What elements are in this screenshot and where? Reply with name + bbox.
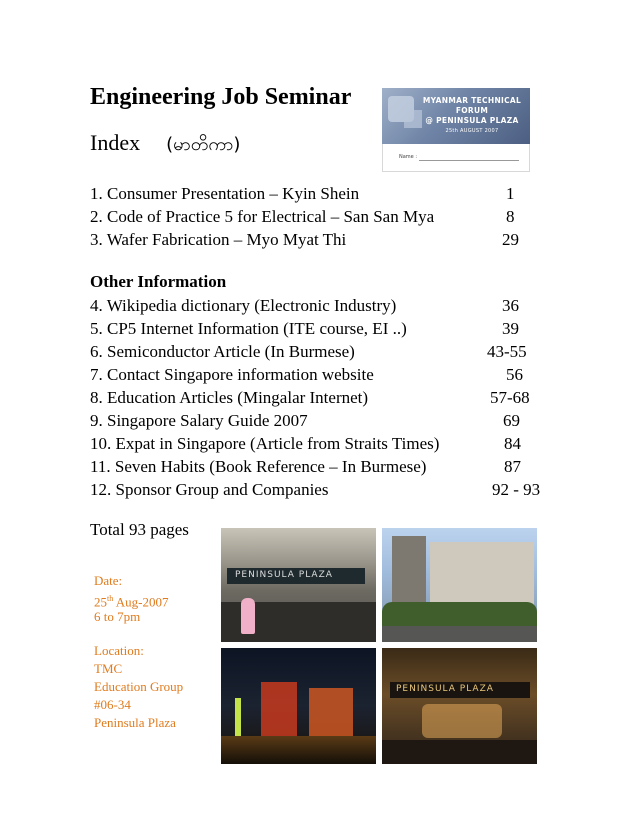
date-rest: Aug-2007: [113, 594, 169, 610]
document-title: Engineering Job Seminar: [90, 84, 352, 110]
forum-line-2: FORUM: [455, 106, 489, 115]
other-item-page: 92 - 93: [492, 480, 541, 499]
location-line-1: TMC: [94, 661, 123, 676]
photo-sign-text: PENINSULA PLAZA: [235, 570, 333, 580]
photo-floor: [382, 740, 537, 764]
index-label: Index: [90, 130, 141, 155]
index-heading: [90, 130, 240, 159]
other-item: [90, 365, 560, 387]
other-item-label: 12. Sponsor Group and Companies: [90, 480, 329, 499]
forum-name-label: Name :: [399, 154, 418, 160]
peninsula-plaza-entrance-photo: [221, 528, 376, 642]
puzzle-icon: [388, 96, 414, 122]
other-item: [90, 296, 560, 318]
other-item-page: 39: [502, 319, 519, 338]
location-line-3: #06-34: [94, 697, 131, 712]
date-day: 25: [94, 594, 107, 610]
other-item-page: 69: [503, 411, 520, 430]
other-information-heading: Other Information: [90, 272, 227, 291]
other-item: [90, 319, 560, 341]
photo-sign-text: PENINSULA PLAZA: [396, 684, 494, 694]
other-item: [90, 411, 560, 433]
index-item-label: 3. Wafer Fabrication – Myo Myat Thi: [90, 230, 347, 249]
other-item: [90, 388, 560, 410]
other-item-page: 36: [502, 296, 519, 315]
date-suffix: th: [107, 594, 114, 603]
photo-trees: [382, 602, 537, 626]
index-item-page: 1: [506, 184, 515, 203]
forum-name-line: [419, 160, 519, 161]
index-item-label: 2. Code of Practice 5 for Electrical – San San Mya: [90, 207, 435, 226]
index-item-page: 29: [502, 230, 519, 249]
index-burmese-label: (မာတိကာ): [166, 134, 241, 155]
other-item-page: 43-55: [487, 342, 527, 361]
forum-line-4: 25th AUGUST 2007: [445, 128, 499, 134]
other-item: [90, 342, 560, 364]
other-item-page: 87: [504, 457, 521, 476]
photo-road: [382, 626, 537, 642]
time-value: 6 to 7pm: [94, 609, 141, 624]
location-line-4: Peninsula Plaza: [94, 715, 176, 730]
index-item-label: 1. Consumer Presentation – Kyin Shein: [90, 184, 360, 203]
total-pages: Total 93 pages: [90, 520, 189, 539]
index-item: [90, 184, 560, 206]
index-item: [90, 230, 560, 252]
photo-light: [309, 688, 353, 736]
photo-light: [261, 682, 297, 736]
photo-glow: [422, 704, 502, 738]
other-item: [90, 434, 560, 456]
location-label: Location:: [94, 643, 144, 658]
photo-light: [235, 698, 241, 736]
other-item-label: 6. Semiconductor Article (In Burmese): [90, 342, 355, 361]
forum-line-3: @ PENINSULA PLAZA: [425, 116, 519, 125]
location-line-2: Education Group: [94, 679, 184, 694]
other-item-page: 56: [506, 365, 523, 384]
forum-card: [382, 88, 530, 172]
other-item-label: 11. Seven Habits (Book Reference – In Burmese): [90, 457, 427, 476]
forum-line-1: MYANMAR TECHNICAL: [422, 96, 522, 105]
other-item-label: 5. CP5 Internet Information (ITE course, EI ..): [90, 319, 407, 338]
index-item-page: 8: [506, 207, 515, 226]
peninsula-plaza-night-entrance-photo: [382, 648, 537, 764]
forum-name-row: [382, 144, 530, 172]
other-item-page: 84: [504, 434, 521, 453]
other-item: [90, 457, 560, 479]
night-skyline-photo: [221, 648, 376, 764]
other-item-label: 7. Contact Singapore information website: [90, 365, 374, 384]
other-item-label: 9. Singapore Salary Guide 2007: [90, 411, 308, 430]
other-item-label: 8. Education Articles (Mingalar Internet): [90, 388, 369, 407]
photo-person: [241, 598, 255, 634]
other-item: [90, 480, 560, 502]
other-item-page: 57-68: [490, 388, 530, 407]
photo-water: [221, 736, 376, 764]
forum-banner: [382, 88, 530, 144]
date-label: Date:: [94, 573, 123, 588]
index-item: [90, 207, 560, 229]
other-item-label: 10. Expat in Singapore (Article from Straits Times): [90, 434, 440, 453]
other-item-label: 4. Wikipedia dictionary (Electronic Industry): [90, 296, 397, 315]
peninsula-plaza-building-photo: [382, 528, 537, 642]
